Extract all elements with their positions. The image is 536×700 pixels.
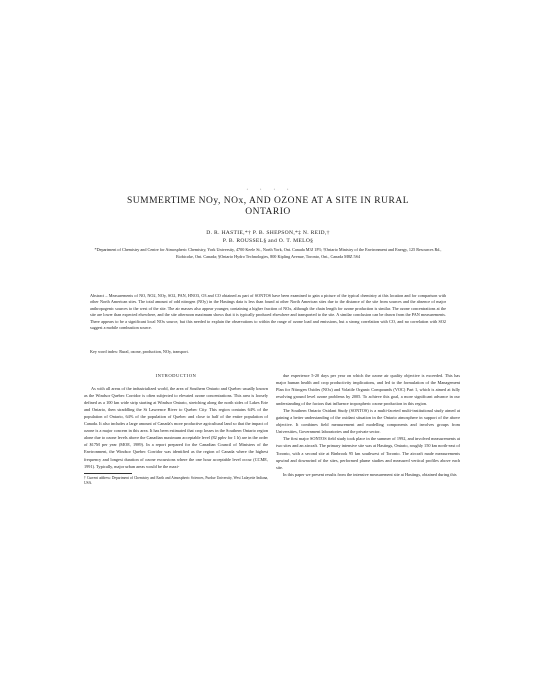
footnote-rule: [84, 473, 132, 474]
abstract: Abstract – Measurements of NO, NO2, NOy, SO2, PAN, HNO3, O3 and CO obtained as part of SONTOS have been examined to gain a picture of the typical chemistry at this location and for comparison with other North American sites. The total amount of odd nitrogen (NOy) in the Hastings data is less than found at other North American sites due to the distance of the site from sources and the absence of major anthropogenic sources to the west of the site. The air masses also appear younger, containing a higher fraction of NOx, although the chain length for ozone production is similar. The ozone concentrations at the site are lower than expected elsewhere, and the site afternoon maximum shows that it is typically produced elsewhere and transported to the site. A similar conclusion can be drawn from the PAN measurements. There appears to be a significant local NOx source, but this needed to explain the observations to within the range of ozone load and emissions, but a strong correlation with CO, and no correlation with SO2 suggest a mobile combustion source.: [90, 293, 446, 331]
title-line-1: SUMMERTIME NOy, NOx, AND OZONE AT A SITE IN RURAL: [126, 196, 410, 206]
author-list: [80, 229, 456, 245]
ornament-dots: · · · ·: [246, 187, 294, 193]
body-paragraph: In this paper we present results from the intensive measurement site at Hastings, obtained during this: [283, 471, 457, 477]
body-paragraph: The Southern Ontario Oxidant Study (SONTOS) is a multi-faceted multi-institutional study aimed at gaining a better understanding of the oxidant situation in the Ontario atmosphere in support of the above objective. It combines field measurement and modelling components and involves groups from Universities, Government laboratories and the private sector.: [276, 408, 460, 435]
authors-line-2: P. B. ROUSSEL§ and O. T. MELO§: [222, 238, 314, 244]
affiliations: *Department of Chemistry and Centre for Atmospheric Chemistry, York University, 4700 Keele St., North York, Ont. Canada M3J 1P3; †Ontario Ministry of the Environment and Energy, 125 Resources Rd., Etobicoke, Ont. Canada; §Ontario Hydro Technologies, 800 Kipling Avenue, Toronto, Ont., Canada M8Z 5S4: [94, 247, 442, 259]
authors-line-1: D. R. HASTIE,*† P. B. SHEPSON,*‡ N. REID,†: [206, 230, 330, 236]
right-column: [276, 372, 460, 478]
left-column: [84, 372, 268, 486]
article-title: [60, 196, 476, 218]
section-heading-introduction: INTRODUCTION: [155, 373, 197, 378]
title-line-2: ONTARIO: [245, 207, 291, 217]
body-paragraph: As with all areas of the industrialized world, the area of Southern Ontario and Quebec usually known as the Windsor Quebec Corridor is often subjected to elevated ozone concentrations. This area is loosely defined as a 100 km wide strip starting at Windsor Ontario, stretching along the north sides of Lakes Erie and Ontario, then straddling the St Lawrence River to Quebec City. This region contains 64% of the population of Ontario, 64% of the population of Quebec and close to half of the entire population of Canada. It also includes a large amount of Canada's more productive agricultural land so that the impact of ozone is a major concern in this area. It has been estimated that crop losses in the Southern Ontario region alone due to ozone levels above the Canadian maximum acceptable level (82 ppbv for 1 h) are in the order of $17M per year (MOE, 1989). In a report prepared for the Canadian Council of Ministers of the Environment, the Windsor Quebec Corridor was identified as the region of Canada where the highest frequency and longest duration of ozone excursions where the one hour acceptable level occur (CCME, 1991). Typically, major urban areas would be the maxi-: [84, 386, 268, 469]
keywords: Key word index: Rural, ozone, production, NOy, transport.: [90, 349, 189, 354]
body-paragraph: The first major SONTOS field study took place in the summer of 1992, and involved measurements at two sites and an aircraft. The primary intensive site was at Hastings, Ontario, roughly 150 km north-east of Toronto, with a second site at Binbrook 95 km southwest of Toronto. The aircraft made measurements upwind and downwind of the sites, performed plume studies and measured vertical profiles above each site.: [276, 436, 460, 470]
footnote: † Current address: Department of Chemistry and Earth and Atmospheric Sciences, Purdue University, West Lafayette Indiana, USA.: [84, 475, 268, 485]
body-paragraph: due experience 5-20 days per year on which the ozone air quality objective is exceeded. This has major human health and crop productivity implications, and led to the formulation of the Management Plan for Nitrogen Oxides (NOx) and Volatile Organic Compounds (VOC) Part 1, which is aimed at fully resolving ground level ozone problems by 2005. To achieve this goal, a more significant advance in our understanding of the factors that influence tropospheric ozone production in this region.: [276, 373, 460, 407]
